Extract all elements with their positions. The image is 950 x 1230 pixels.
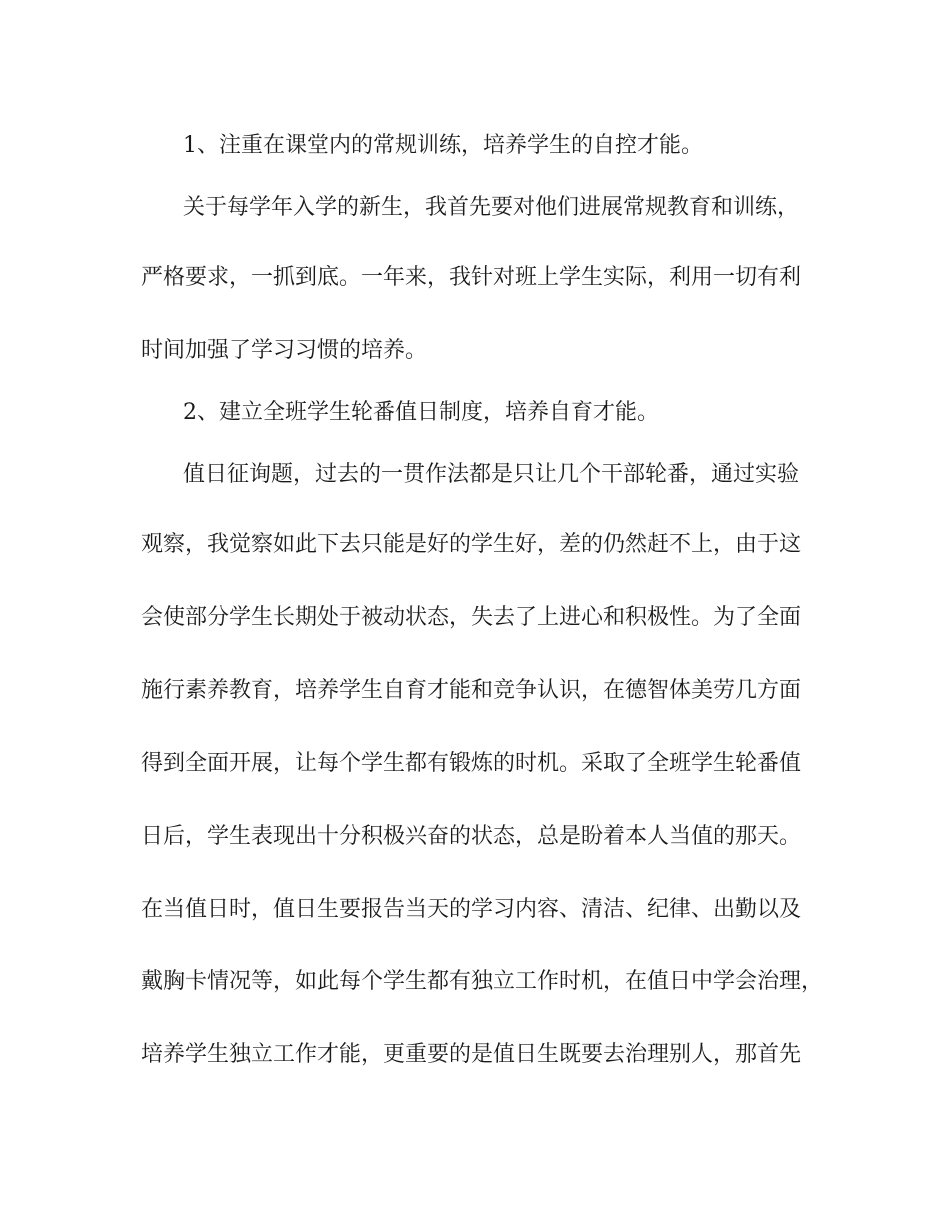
paragraph-line: 得到全面开展，让每个学生都有锻炼的时机。采取了全班学生轮番值 <box>141 751 802 776</box>
paragraph-line: 培养学生独立工作才能，更重要的是值日生既要去治理别人，那首先 <box>141 1042 802 1067</box>
paragraph-line: 关于每学年入学的新生，我首先要对他们进展常规教育和训练， <box>183 195 800 220</box>
paragraph-line: 时间加强了学习习惯的培养。 <box>141 338 428 363</box>
paragraph-line: 观察，我觉察如此下去只能是好的学生好，差的仍然赶不上，由于这 <box>141 532 802 557</box>
paragraph-line: 施行素养教育，培养学生自育才能和竞争认识，在德智体美劳几方面 <box>141 678 802 703</box>
heading-1: 1、注重在课堂内的常规训练，培养学生的自控才能。 <box>183 133 703 158</box>
paragraph-line: 会使部分学生长期处于被动状态，失去了上进心和积极性。为了全面 <box>141 605 802 630</box>
paragraph-line: 日后，学生表现出十分积极兴奋的状态，总是盼着本人当值的那天。 <box>141 824 802 849</box>
paragraph-line: 在当值日时，值日生要报告当天的学习内容、清洁、纪律、出勤以及 <box>141 897 802 922</box>
paragraph-line: 严格要求，一抓到底。一年来，我针对班上学生实际，利用一切有利 <box>141 265 802 290</box>
paragraph-line: 戴胸卡情况等，如此每个学生都有独立工作时机，在值日中学会治理， <box>141 969 824 994</box>
heading-2: 2、建立全班学生轮番值日制度，培养自育才能。 <box>183 400 659 425</box>
paragraph-line: 值日征询题，过去的一贯作法都是只让几个干部轮番，通过实验 <box>183 462 800 487</box>
